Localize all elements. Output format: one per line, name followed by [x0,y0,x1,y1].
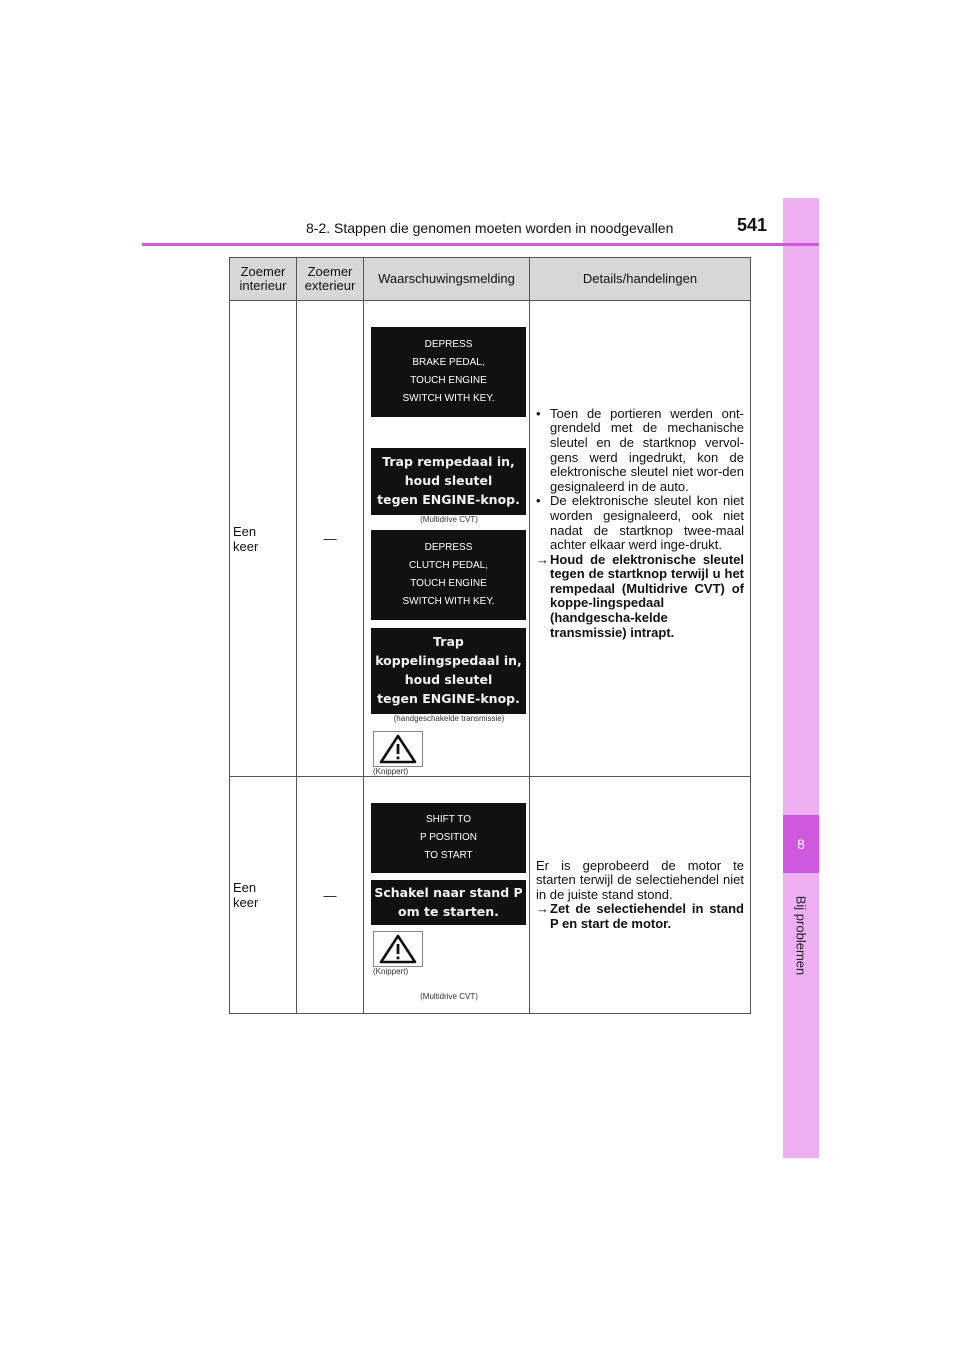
warning-triangle-icon [379,734,417,764]
display-trap-rempedaal [371,448,526,515]
display-trap-koppelingspedaal [371,628,526,714]
display-note: (handgeschakelde transmissie) [393,714,505,723]
display-line: SWITCH WITH KEY. [402,393,495,404]
display-line: DEPRESS [424,339,473,350]
display-line: houd sleutel [404,473,493,488]
arrow-icon: → [536,901,549,917]
display-line: CLUTCH PEDAL, [409,560,488,571]
interior-buzzer-text: Een keer [233,880,259,910]
details-cell [530,301,751,777]
display-line: DEPRESS [424,542,473,553]
display-note: (Multidrive CVT) [420,515,478,524]
display-line: SHIFT TO [425,814,471,825]
action-item: → Zet de selectiehendel in stand P en start de motor. [536,901,744,931]
chapter-number: 8 [783,815,819,873]
display-line: tegen ENGINE-knop. [377,691,520,706]
display-depress-brake [371,327,526,417]
interior-buzzer-text: Een keer [233,523,259,554]
chapter-label: Bij problemen [793,895,809,975]
table-row [230,777,751,1014]
warning-message-cell [364,301,530,777]
page-number: 541 [737,215,768,235]
chapter-label-wrap [783,880,819,990]
bullet-mark: • [536,405,541,421]
table-header-row [230,258,751,301]
header-details: Details/handelingen [530,258,751,301]
interior-buzzer-cell [230,301,297,777]
chapter-side-tab [783,198,819,1158]
display-line: Trap koppelingspedaal in, [375,634,522,668]
arrow-icon: → [536,551,549,567]
interior-buzzer-cell [230,777,297,1014]
warning-triangle-icon [379,934,417,964]
exterior-buzzer-cell: — [297,301,364,777]
description-text: Er is geprobeerd de motor te starten terwijl de selectiehendel niet in de juiste stand stond. [536,857,744,902]
display-line: TOUCH ENGINE [410,578,487,589]
warning-triangle-box [373,731,423,767]
display-line: BRAKE PEDAL, [412,357,485,368]
display-line: om te starten. [398,904,499,919]
bullet-mark: • [536,493,541,509]
section-title: 8-2. Stappen die genomen moeten worden in noodgevallen [306,220,674,236]
display-line: SWITCH WITH KEY. [402,596,495,607]
list-item: • Toen de portieren werden ont-grendeld met de mechanische sleutel en de startknop vervol-gens werd ingedrukt, kon de elektronische sleutel niet wor-den gesignaleerd in de auto. [536,405,744,494]
display-note: (Multidrive CVT) [420,992,478,1001]
header-rule [142,243,819,246]
display-line: Trap rempedaal in, [382,454,515,469]
details-cell [530,777,751,1014]
header-warning-message: Waarschuwingsmelding [364,258,530,301]
display-line: TOUCH ENGINE [410,375,487,386]
display-depress-clutch [371,530,526,620]
header-buzzer-exterior: Zoemer exterieur [297,258,364,301]
display-line: houd sleutel [404,672,493,687]
header-buzzer-interior: Zoemer interieur [230,258,297,301]
warning-table [229,257,751,1014]
warning-triangle-box [373,931,423,967]
display-line: TO START [424,850,473,861]
display-line: tegen ENGINE-knop. [377,492,520,507]
display-line: Schakel naar stand P [374,885,523,900]
list-item: • De elektronische sleutel kon niet worden gesignaleerd, ook niet nadat de startknop twee-maal achter elkaar werd inge-drukt. [536,493,744,553]
display-line: P POSITION [419,832,478,843]
display-shift-to-p [371,803,526,873]
warning-message-cell [364,777,530,1014]
table-row [230,301,751,777]
blink-note: (Knippert) [373,967,409,976]
display-schakel-naar-p [371,880,526,925]
blink-note: (Knippert) [373,767,409,776]
action-item: → Houd de elektronische sleutel tegen de startknop terwijl u het rempedaal (Multidrive CVT) of koppe-lingspedaal (handgescha-kelde transmissie) intrapt. [536,551,744,640]
exterior-buzzer-cell: — [297,777,364,1014]
